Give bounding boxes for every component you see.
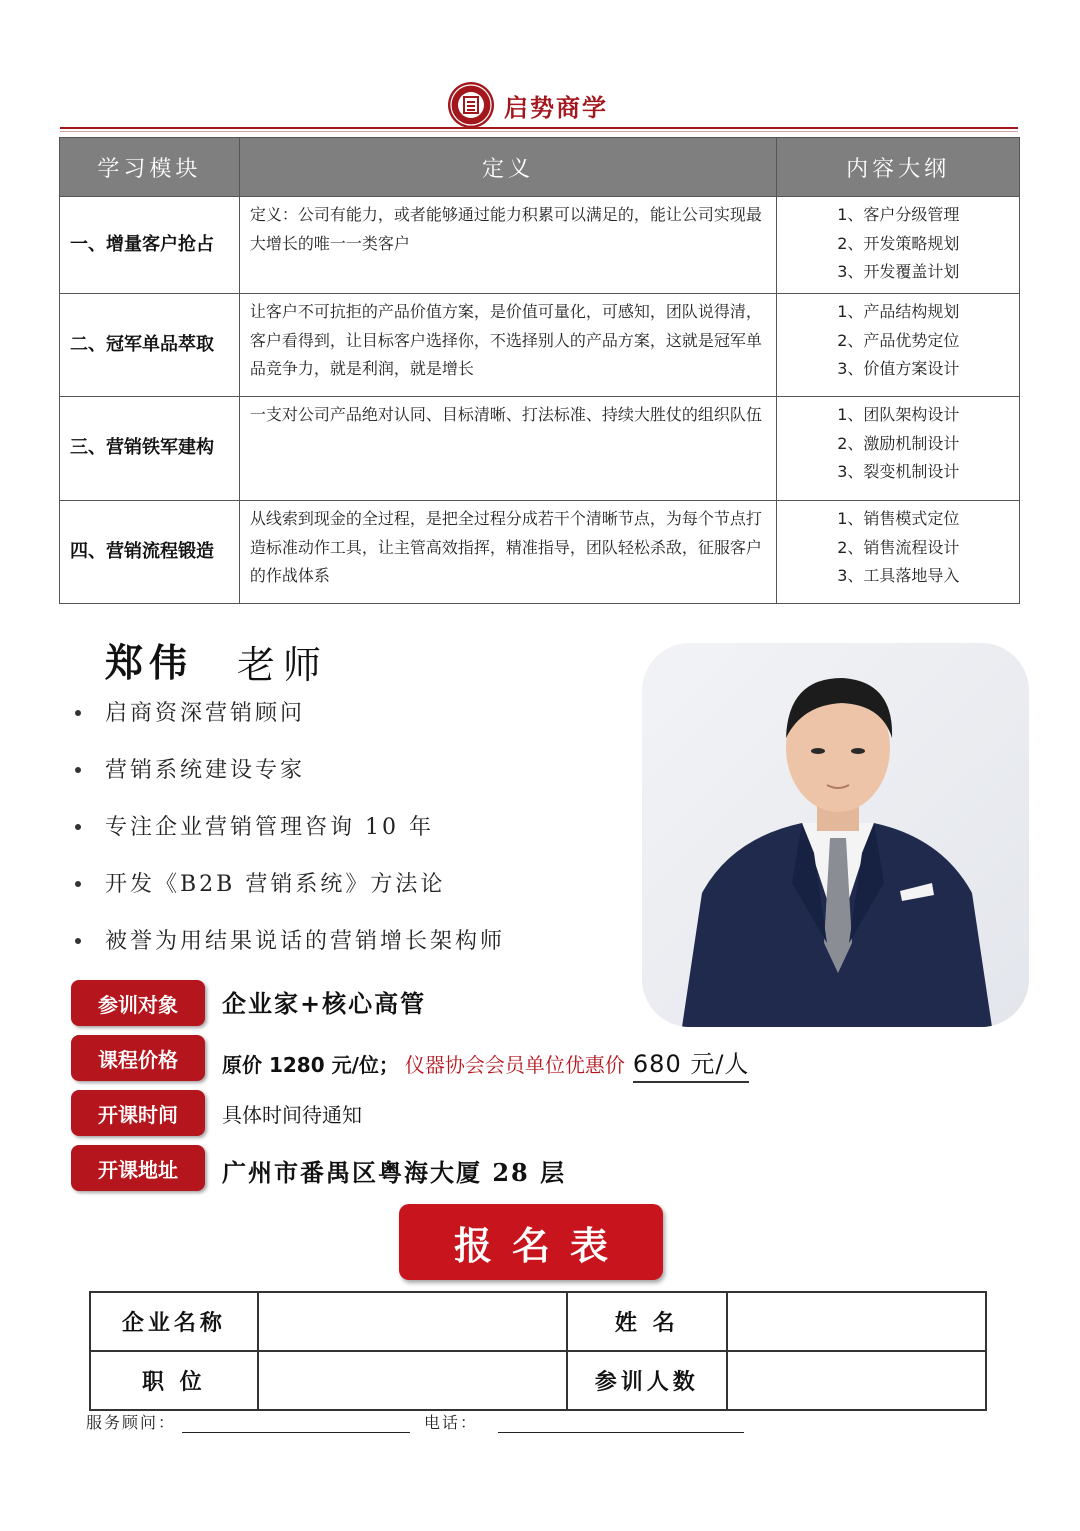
- list-item: [75, 867, 505, 924]
- bullet-icon: [75, 710, 81, 716]
- list-item: [75, 810, 505, 867]
- credential-text: 被誉为用结果说话的营销增长架构师: [105, 929, 506, 954]
- header-definition: 定义: [239, 138, 776, 197]
- module-definition: 从线索到现金的全过程，是把全过程分成若干个清晰节点，为每个节点打造标准动作工具，让主管高效指挥，精准指导，团队轻松杀敌，征服客户的作战体系: [239, 501, 776, 604]
- header-module: 学习模块: [60, 138, 240, 197]
- form-row: [90, 1351, 986, 1410]
- position-label: 职 位: [90, 1351, 258, 1410]
- outline-item: 1、团队架构设计: [837, 405, 960, 424]
- bullet-icon: [75, 881, 81, 887]
- outline-item: 2、产品优势定位: [837, 330, 960, 350]
- outline-item: 3、工具落地导入: [837, 566, 960, 585]
- consultant-field[interactable]: [182, 1412, 410, 1433]
- name-label: 姓 名: [567, 1292, 727, 1351]
- time-value: 具体时间待通知: [222, 1103, 362, 1127]
- outline-item: 2、开发策略规划: [837, 233, 960, 253]
- company-field[interactable]: [258, 1292, 567, 1351]
- header-divider-thin: [60, 131, 1018, 132]
- registration-title: 报名表: [399, 1204, 663, 1280]
- address-tag: 开课地址: [71, 1145, 205, 1191]
- bullet-icon: [75, 767, 81, 773]
- module-outline: [777, 501, 1020, 604]
- consultant-label: 服务顾问：: [86, 1413, 177, 1432]
- count-field[interactable]: [727, 1351, 986, 1410]
- table-row: [60, 294, 1020, 397]
- module-name: 二、冠军单品萃取: [60, 294, 240, 397]
- module-definition: 一支对公司产品绝对认同、目标清晰、打法标准、持续大胜仗的组织队伍: [239, 397, 776, 501]
- outline-item: 2、销售流程设计: [837, 537, 960, 557]
- audience-value: 企业家+核心高管: [222, 989, 427, 1018]
- table-row: [60, 197, 1020, 294]
- name-field[interactable]: [727, 1292, 986, 1351]
- outline-item: 3、价值方案设计: [837, 359, 960, 378]
- module-name: 四、营销流程锻造: [60, 501, 240, 604]
- outline-item: 1、销售模式定位: [837, 509, 960, 528]
- teacher-name: 郑伟: [105, 640, 194, 685]
- module-definition: 定义：公司有能力，或者能够通过能力积累可以满足的，能让公司实现最大增长的唯一一类客户: [239, 197, 776, 294]
- module-definition: 让客户不可抗拒的产品价值方案，是价值可量化，可感知，团队说得清，客户看得到，让目标客户选择你，不选择别人的产品方案，这就是冠军单品竞争力，就是利润，就是增长: [239, 294, 776, 397]
- teacher-title: 老师: [237, 643, 330, 687]
- brand-name: 启势商学: [504, 92, 608, 122]
- bullet-icon: [75, 938, 81, 944]
- table-row: [60, 397, 1020, 501]
- company-label: 企业名称: [90, 1292, 258, 1351]
- price-line: [222, 1044, 749, 1083]
- price-original: 原价 1280 元/位；: [222, 1053, 399, 1077]
- teacher-photo: [642, 643, 1029, 1027]
- address-value: 广州市番禺区粤海大厦 28 层: [222, 1158, 567, 1187]
- module-name: 一、增量客户抢占: [60, 197, 240, 294]
- price-member-text: 仪器协会会员单位优惠价: [404, 1053, 625, 1077]
- price-tag: 课程价格: [71, 1035, 205, 1081]
- module-outline: [777, 294, 1020, 397]
- count-label: 参训人数: [567, 1351, 727, 1410]
- credential-text: 启商资深营销顾问: [105, 701, 306, 726]
- credential-text: 开发《B2B 营销系统》方法论: [105, 872, 446, 897]
- module-name: 三、营销铁军建构: [60, 397, 240, 501]
- outline-item: 2、激励机制设计: [837, 433, 960, 453]
- header-divider: [60, 127, 1018, 129]
- seal-logo-icon: [448, 82, 494, 128]
- bullet-icon: [75, 824, 81, 830]
- outline-item: 1、客户分级管理: [837, 205, 960, 224]
- teacher-credentials: [75, 696, 505, 981]
- outline-item: 3、开发覆盖计划: [837, 262, 960, 281]
- module-outline: [777, 197, 1020, 294]
- credential-text: 专注企业营销管理咨询 10 年: [105, 815, 434, 840]
- form-row: [90, 1292, 986, 1351]
- outline-item: 1、产品结构规划: [837, 302, 960, 321]
- outline-item: 3、裂变机制设计: [837, 462, 960, 481]
- modules-table: [59, 137, 1020, 604]
- credential-text: 营销系统建设专家: [105, 758, 306, 783]
- time-tag: 开课时间: [71, 1090, 205, 1136]
- table-header-row: [60, 138, 1020, 197]
- brand-logo: [448, 80, 608, 130]
- list-item: [75, 753, 505, 810]
- list-item: [75, 924, 505, 981]
- header-outline: 内容大纲: [777, 138, 1020, 197]
- audience-tag: 参训对象: [71, 980, 205, 1026]
- registration-form: [89, 1291, 987, 1411]
- list-item: [75, 696, 505, 753]
- phone-label: 电话：: [424, 1413, 479, 1432]
- footer-contact: [86, 1410, 744, 1433]
- price-member-value: 680 元/人: [633, 1044, 750, 1083]
- position-field[interactable]: [258, 1351, 567, 1410]
- module-outline: [777, 397, 1020, 501]
- table-row: [60, 501, 1020, 604]
- phone-field[interactable]: [498, 1412, 744, 1433]
